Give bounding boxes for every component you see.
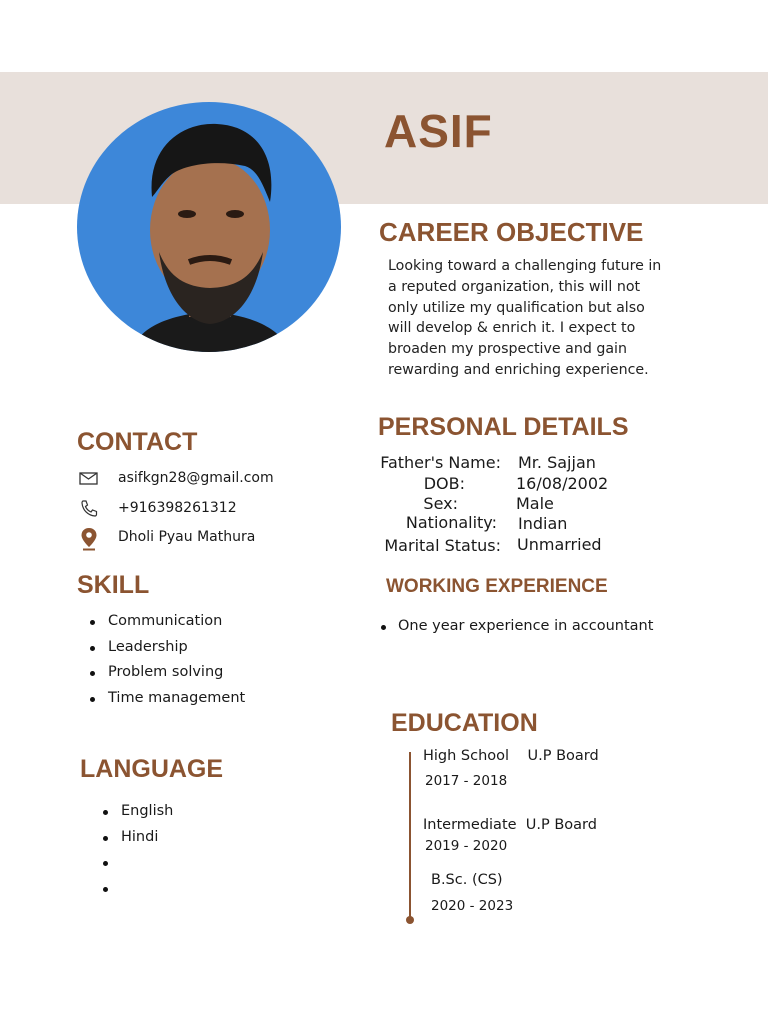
father-name-value: Mr. Sajjan (518, 453, 596, 472)
objective-line: only utilize my qualification but also (388, 299, 645, 316)
education-heading: EDUCATION (391, 709, 538, 737)
education-entry-title: Intermediate U.P Board (423, 817, 597, 833)
objective-line: Looking toward a challenging future in (388, 258, 662, 274)
contact-address: Dholi Pyau Mathura (118, 529, 256, 545)
marital-status-label: Marital Status: (384, 536, 501, 555)
list-item (103, 876, 173, 902)
list-item: Problem solving (90, 660, 245, 686)
list-item: Leadership (90, 635, 245, 661)
personal-details-heading: PERSONAL DETAILS (378, 413, 629, 441)
education-entry-years: 2020 - 2023 (431, 898, 514, 914)
skill-heading: SKILL (77, 571, 150, 599)
education-entry-title: High School U.P Board (423, 748, 599, 764)
skill-list (90, 609, 245, 711)
nationality-value: Indian (518, 514, 568, 533)
contact-heading: CONTACT (77, 428, 198, 456)
phone-icon (78, 498, 100, 518)
profile-photo (77, 102, 341, 352)
sex-label: Sex: (423, 494, 458, 513)
contact-address-row (78, 527, 255, 547)
career-objective-text (388, 256, 678, 381)
dob-label: DOB: (423, 474, 465, 493)
father-name-label: Father's Name: (380, 453, 501, 472)
timeline-dot-icon (406, 916, 414, 924)
education-entry-years: 2019 - 2020 (425, 838, 508, 854)
person-portrait-icon (77, 102, 341, 352)
contact-phone-row[interactable] (78, 498, 237, 518)
marital-status-value: Unmarried (517, 535, 602, 554)
objective-line: will develop & enrich it. I expect to (388, 320, 636, 337)
mail-icon (78, 468, 100, 488)
working-experience-heading: WORKING EXPERIENCE (386, 576, 608, 597)
contact-email-row[interactable] (78, 468, 274, 488)
education-timeline (409, 752, 411, 920)
location-pin-icon (78, 527, 100, 547)
dob-value: 16/08/2002 (516, 474, 609, 493)
language-list (103, 799, 173, 901)
working-experience-list (381, 614, 653, 640)
list-item: Communication (90, 609, 245, 635)
career-objective-heading: CAREER OBJECTIVE (379, 217, 644, 247)
list-item: Hindi (103, 825, 173, 851)
list-item: Time management (90, 686, 245, 712)
sex-value: Male (516, 494, 554, 513)
contact-email[interactable]: asifkgn28@gmail.com (118, 470, 274, 486)
objective-line: rewarding and enriching experience. (388, 361, 649, 378)
nationality-label: Nationality: (405, 513, 497, 532)
language-heading: LANGUAGE (80, 755, 224, 783)
education-entry-title: B.Sc. (CS) (431, 872, 503, 888)
objective-line: a reputed organization, this will not (388, 278, 641, 295)
list-item: English (103, 799, 173, 825)
contact-phone[interactable]: +916398261312 (118, 500, 237, 516)
objective-line: broaden my prospective and gain (388, 341, 627, 358)
education-entry-years: 2017 - 2018 (425, 773, 508, 789)
list-item: One year experience in accountant (381, 614, 653, 640)
list-item (103, 850, 173, 876)
candidate-name: ASIF (384, 105, 493, 157)
